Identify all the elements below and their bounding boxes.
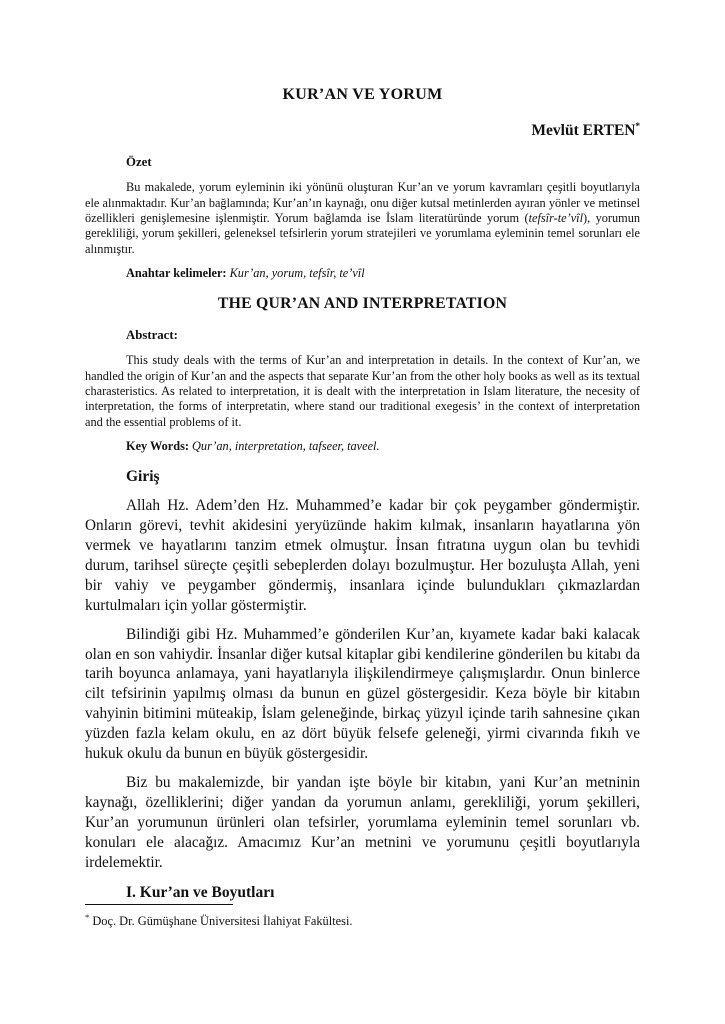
ozet-heading: Özet <box>126 155 152 170</box>
body-paragraph: Allah Hz. Adem’den Hz. Muhammed’e kadar bir çok peygamber göndermiştir. Onların görevi, tevhit akidesini yeryüzünde hakim kılmak, insanların hayatlarına yön vermek ve hayatlarını tanzim etmek olmuştur. İnsan fıtratına uygun olan bu tevhidi durum, tarihsel süreçte çeşitli sebeplerden dolayı bozulmuştur. Her bozuluşta Allah, yeni bir vahiy ve peygamber göndermiş, insanlara içinde bulundukları çıkmazlardan kurtulmaları için yollar göstermiştir. <box>85 497 640 614</box>
author-name: Mevlüt ERTEN <box>531 122 636 140</box>
author-line <box>85 121 640 140</box>
article-title: KUR’AN VE YORUM <box>282 86 443 103</box>
ozet-text-italic-term: tefsîr-te’vîl <box>528 210 583 225</box>
english-title: THE QUR’AN AND INTERPRETATION <box>217 295 508 313</box>
key-words-label: Key Words: <box>126 439 193 454</box>
ozet-text-lead: Bu makalede, yorum eyleminin iki yönünü oluşturan Kur’an ve yorum kavramları çeşitli boyutlarıyla ele alınmaktadır. Kur’an bağlamında; Kur’an’ın kaynağı, onu diğer kutsal metinlerden ayıran yönler ve metinsel özellikleri genişlemesine işlenmiştir. Yorum bağlamda ise İslam literatüründe yorum ( <box>85 180 640 225</box>
footnote-marker: * <box>85 912 90 922</box>
footnote-area <box>85 904 640 929</box>
ozet-text-tail: ), yorumun gerekliliği, yorum şekilleri, geleneksel tefsirlerin yorum stratejileri ve yorumlama eyleminin temel sorunları ele alınmıştır. <box>85 210 640 256</box>
abstract-heading: Abstract: <box>126 328 178 343</box>
body-paragraph: Bilindiği gibi Hz. Muhammed’e gönderilen Kur’an, kıyamete kadar baki kalacak olan en son vahiydir. İnsanlar diğer kutsal kitaplar gibi kendilerine gönderilen bu kitabı da tarih boyunca anlamaya, yani hayatlarıyla ilişkilendirmeye çalışmışlardır. Onun binlerce cilt tefsirinin yapılmış olması da bunun en güzel göstergesidir. Keza böyle bir kitabın vahyinin bitimini müteakip, İslam geleneğinde, birkaç yüzyıl içinde tarih sahnesine çıkan yüzden fazla kelam okulu, en az dört büyük felsefe geleneği, yirmi civarında fıkıh ve hukuk okulu da bunun en büyük göstergesidir. <box>85 625 640 763</box>
footnote <box>85 912 640 929</box>
anahtar-kelimeler-label: Anahtar kelimeler: <box>126 266 230 281</box>
footnote-rule <box>85 904 233 905</box>
author-footnote-marker: * <box>635 121 640 131</box>
abstract-paragraph: This study deals with the terms of Kur’an and interpretation in details. In the context of Kur’an, we handled the origin of Kur’an and the aspects that separate Kur’an from the other holy books as well as its textual charasteristics. As related to interpretation, it is dealt with the interpretation in Islam literature, the necesity of interpretation, the forms of interpretatin, where stand our traditional exegesis’ in the context of interpretation and the essential problems of it. <box>85 353 640 429</box>
key-words-values: Qur’an, interpretation, tafseer, taveel. <box>192 439 380 454</box>
key-words-line <box>85 439 640 454</box>
anahtar-kelimeler-values: Kur’an, yorum, tefsîr, te’vîl <box>229 266 365 281</box>
article-body <box>85 86 640 902</box>
section-heading: I. Kur’an ve Boyutları <box>126 883 275 901</box>
body-paragraph: Biz bu makalemizde, bir yandan işte böyle bir kitabın, yani Kur’an metninin kaynağı, özelliklerini; diğer yandan da yorumun anlamı, gerekliliği, yorum şekilleri, Kur’an yorumunun ürünleri olan tefsirler, yorumlama eyleminin temel sorunları vb. konuları ele alacağız. Amacımız Kur’an metnini ve yorumunu çeşitli boyutlarıyla irdelemektir. <box>85 774 640 871</box>
ozet-abstract-paragraph <box>85 180 640 257</box>
giris-heading: Giriş <box>126 468 160 486</box>
footnote-text: Doç. Dr. Gümüşhane Üniversitesi İlahiyat Fakültesi. <box>89 914 353 929</box>
anahtar-kelimeler-line <box>85 266 640 281</box>
